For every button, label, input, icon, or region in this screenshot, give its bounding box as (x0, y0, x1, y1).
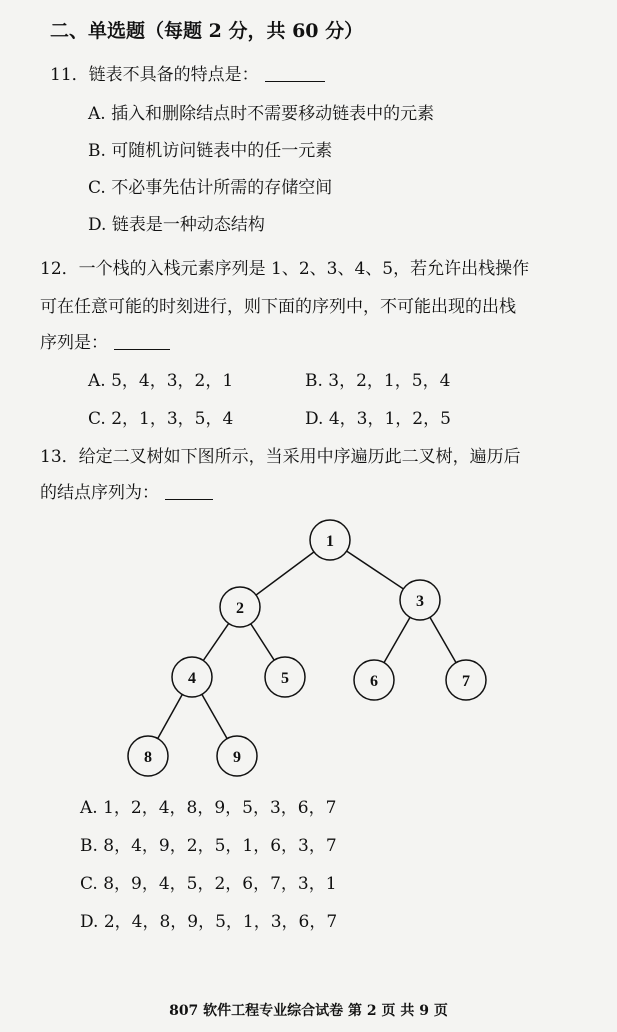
tree-node-9 (217, 736, 257, 776)
q12-option-d: D. 4，3，1，2，5 (305, 409, 451, 429)
q11-stem-text: 11．链表不具备的特点是： (50, 65, 259, 85)
tree-node-label: 7 (462, 673, 470, 690)
q13-stem-line-1: 13．给定二叉树如下图所示，当采用中序遍历此二叉树，遍历后 (40, 447, 521, 467)
q12-option-a: A. 5，4，3，2，1 (88, 371, 234, 391)
q13-option-c: C. 8，9，4，5，2，6，7，3，1 (80, 874, 337, 894)
tree-node-label: 5 (281, 670, 289, 687)
q13-option-a: A. 1，2，4，8，9，5，3，6，7 (80, 798, 337, 818)
q11-option-d: D. 链表是一种动态结构 (88, 215, 265, 235)
tree-node-8 (128, 736, 168, 776)
tree-node-2 (220, 587, 260, 627)
tree-node-4 (172, 657, 212, 697)
q13-stem-text: 的结点序列为： (40, 483, 159, 503)
tree-node-3 (400, 580, 440, 620)
tree-node-7 (446, 660, 486, 700)
tree-node-5 (265, 657, 305, 697)
page-footer: 807 软件工程专业综合试卷 第 2 页 共 9 页 (169, 1003, 448, 1019)
q12-option-c: C. 2，1，3，5，4 (88, 409, 234, 429)
tree-node-label: 2 (236, 600, 244, 617)
q11-option-b: B. 可随机访问链表中的任一元素 (88, 141, 333, 161)
tree-node-label: 9 (233, 749, 241, 766)
tree-node-6 (354, 660, 394, 700)
q12-stem-text: 序列是： (40, 333, 108, 353)
q13-option-b: B. 8，4，9，2，5，1，6，3，7 (80, 836, 337, 856)
q11-option-a: A. 插入和删除结点时不需要移动链表中的元素 (88, 104, 435, 124)
tree-node-label: 6 (370, 673, 378, 690)
tree-node-label: 1 (326, 533, 334, 550)
tree-node-1 (310, 520, 350, 560)
tree-node-label: 3 (416, 593, 424, 610)
q12-stem-line-2: 可在任意可能的时刻进行，则下面的序列中，不可能出现的出栈 (40, 297, 516, 317)
q12-option-b: B. 3，2，1，5，4 (305, 371, 451, 391)
section-title: 二、单选题（每题 2 分，共 60 分） (50, 20, 364, 42)
q11-option-c: C. 不必事先估计所需的存储空间 (88, 178, 333, 198)
q12-stem-line-1: 12．一个栈的入栈元素序列是 1、2、3、4、5，若允许出栈操作 (40, 259, 530, 279)
tree-node-label: 8 (144, 749, 152, 766)
tree-node-label: 4 (188, 670, 196, 687)
q13-option-d: D. 2，4，8，9，5，1，3，6，7 (80, 912, 338, 932)
